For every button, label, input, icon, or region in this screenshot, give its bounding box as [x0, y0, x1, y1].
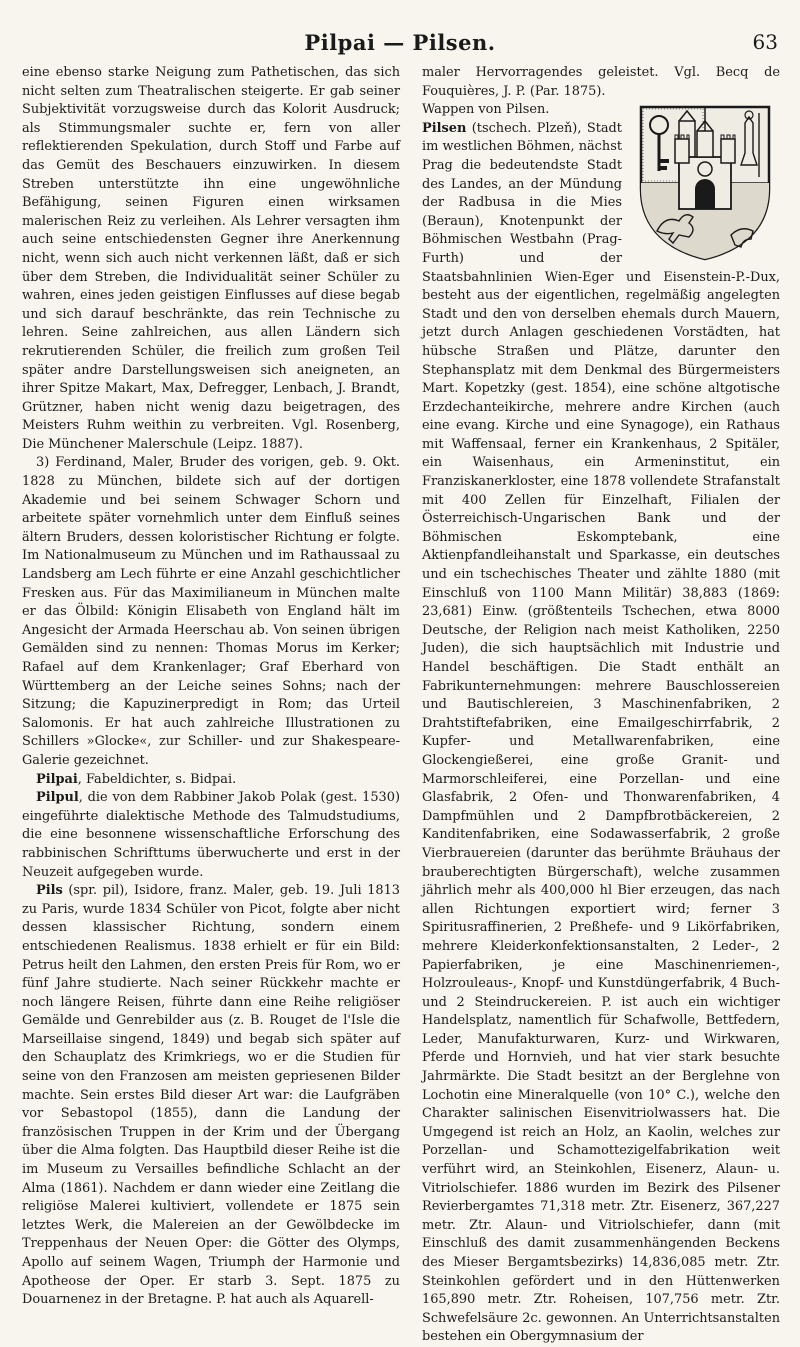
lemma-pilpai: Pilpai: [36, 771, 78, 787]
entry-pils: [22, 882, 400, 1310]
paragraph-pils-continuation: maler Hervorragendes geleistet. Vgl. Becq de Fouquières, J. P. (Par. 1875).: [422, 65, 780, 99]
paragraph-ferdinand: 3) Ferdinand, Maler, Bruder des vorigen, geb. 9. Okt. 1828 zu München, bildete sich auf der dortigen Akademie und bei seinem Schwager Schorn und arbeitete später vornehmlich unter dem Einfluß seines ältern Bruders, dessen koloristischer Richtung er folgte. Im Nationalmuseum zu München und im Rathaussaal zu Landsberg am Lech führte er eine Anzahl geschichtlicher Fresken aus. Für das Maximilianeum in München malte er das Ölbild: Königin Elisabeth von England hält im Angesicht der Armada Heerschau ab. Von seinen übrigen Gemälden sind zu nennen: Thomas Morus im Kerker; Rafael auf dem Krankenlager; Graf Eberhard von Württemberg an der Leiche seines Sohns; nach der Sitzung; die Kapuzinerpredigt in Rom; das Urteil Salomonis. Er hat auch zahlreiche Illustrationen zu Schillers »Glocke«, zur Schiller- und zur Shakespeare-Galerie gezeichnet.: [22, 455, 400, 768]
right-column: [422, 64, 780, 1347]
coat-of-arms-image: [635, 103, 775, 261]
entry-pilpul-text: , die von dem Rabbiner Jakob Polak (gest. 1530) eingeführte dialektische Methode des Talmudstudiums, die eine besonnene wissenschaftliche Erforschung des rabbinischen Schrifttums überwucherte und erst in der Neuzeit aufgegeben wurde.: [22, 790, 400, 880]
coat-of-arms-caption: Wappen von Pilsen.: [422, 102, 550, 118]
lemma-pilpul: Pilpul: [36, 790, 79, 806]
left-column: [22, 64, 400, 1310]
entry-pilpul: [22, 789, 400, 882]
lemma-pils: Pils: [36, 883, 63, 899]
page-number: 63: [752, 30, 778, 54]
entry-pilsen-text: (tschech. Plzeň), Stadt im westlichen Böhmen, nächst Prag die bedeutendste Stadt des Landes, an der Mündung der Radbusa in die Mies (Beraun), Knotenpunkt der Böhmischen Westbahn (Prag-Furth) und der Staatsbahnlinien Wien-Eger und Eisenstein-P.-Dux, besteht aus der eigentlichen, regelmäßig angelegten Stadt und den von derselben ehemals durch Mauern, jetzt durch Anlagen geschiedenen Vorstädten, hat hübsche Straßen und Plätze, darunter den Stephansplatz mit dem Denkmal des Bürgermeisters Mart. Kopetzky (gest. 1854), eine schöne altgotische Erzdechanteikirche, mehrere andre Kirchen (auch eine evang. Kirche und eine Synagoge), ein Rathaus mit Waffensaal, ferner ein Krankenhaus, 2 Spitäler, ein Waisenhaus, ein Armeninstitut, ein Franziskanerkloster, eine 1878 vollendete Strafanstalt mit 400 Zellen für Einzelhaft, Filialen der Österreichisch-Ungarischen Bank und der Böhmischen Eskomptebank, eine Aktienpfandleihanstalt und Sparkasse, ein deutsches und ein tschechisches Theater und zählte 1880 (mit Einschluß von 1100 Mann Militär) 38,883 (1869: 23,681) Einw. (größtenteils Tschechen, etwa 8000 Deutsche, der Religion nach meist Katholiken, 2250 Juden), die sich hauptsächlich mit Industrie und Handel beschäftigen. Die Stadt enthält an Fabrikunternehmungen: mehrere Bauschlossereien und Bautischlereien, 3 Maschinenfabriken, 2 Drahtstiftefabriken, eine Emailgeschirrfabrik, 2 Kupfer- und Metallwarenfabriken, eine Glockengießerei, eine große Granit- und Marmorschleiferei, eine Porzellan- und eine Glasfabrik, 2 Ofen- und Thonwarenfabriken, 4 Dampfmühlen und 2 Dampfbrotbäckereien, 2 Kanditenfabriken, eine Sodawasserfabrik, 2 große Vierbrauereien (darunter das berühmte Bräuhaus der brauberechtigten Bürgerschaft), welche zusammen jährlich mehr als 400,000 hl Bier erzeugen, das nach allen Richtungen exportiert wird; ferner 3 Spiritusraffinerien, 2 Preßhefe- und 9 Likörfabriken, mehrere Kleiderkonfektionsanstalten, 2 Leder-, 2 Papierfabriken, je eine Maschinenriemen-, Holzrouleaus-, Knopf- und Kunstdüngerfabrik, 4 Buch- und 2 Steindruckereien. P. ist auch ein wichtiger Handelsplatz, namentlich für Schafwolle, Bettfedern, Leder, Manufakturwaren, Kurz- und Wirkwaren, Pferde und Hornvieh, und hat vier stark besuchte Jahrmärkte. Die Stadt besitzt an der Berglehne von Lochotin eine Mineralquelle (von 10° C.), welche den Charakter salinischen Eisenvitriolwassers hat. Die Umgegend ist reich an Holz, an Kaolin, welches zur Porzellan- und Schamottezigelfabrikation weit verführt wird, an Steinkohlen, Eisenerz, Alaun- u. Vitriolschiefer. 1886 wurden im Bezirk des Pilsener Revierbergamtes 71,318 metr. Ztr. Eisenerz, 367,227 metr. Ztr. Alaun- und Vitriolschiefer, dann (mit Einschluß des damit zusammenhängenden Beckens des Mieser Bergamtsbezirks) 14,836,085 metr. Ztr. Steinkohlen gefördert und in den Hüttenwerken 165,890 metr. Ztr. Roheisen, 107,756 metr. Ztr. Schwefelsäure 2c. gewonnen. An Unterrichtsanstalten bestehen ein Obergymnasium der: [422, 120, 780, 1345]
coat-of-arms-figure: [630, 103, 780, 261]
paragraph-makart-continuation: eine ebenso starke Neigung zum Pathetischen, das sich nicht selten zum Theatralischen steigerte. Er gab seiner Subjektivität vorzugsweise durch das Kolorit Ausdruck; als Stimmungsmaler suchte er, fern von aller reflektierenden Spekulation, durch Stoff und Farbe auf das Gemüt des Beschauers einzuwirken. In diesem Streben unterstützte ihn eine ungewöhnliche Befähigung, seinen Figuren einen wirksamen malerischen Reiz zu verleihen. Als Lehrer versagten ihm auch seine entschiedensten Gegner ihre Anerkennung nicht, wenn sich auch nicht verkennen läßt, daß er sich über dem Streben, die Individualität seiner Schüler zu wahren, eines jeden geistigen Einflusses auf diese begab und sich darauf beschränkte, das rein Technische zu lehren. Seine zahlreichen, aus allen Ländern sich rekrutierenden Schüler, die freilich zum großen Teil später andre Darstellungsweisen sich aneigneten, an ihrer Spitze Makart, Max, Defregger, Lenbach, J. Brandt, Grützner, haben nicht wenig dazu beigetragen, des Meisters Ruhm weithin zu verbreiten. Vgl. Rosenberg, Die Münchener Malerschule (Leipz. 1887).: [22, 65, 400, 452]
lemma-pilsen: Pilsen: [422, 120, 467, 136]
entry-pils-text: (spr. pil), Isidore, franz. Maler, geb. 19. Juli 1813 zu Paris, wurde 1834 Schüler von Picot, folgte aber nicht dessen klassischer Richtung, sondern einem entschiedenen Realismus. 1838 erhielt er für ein Bild: Petrus heilt den Lahmen, den ersten Preis für Rom, wo er fünf Jahre studierte. Nach seiner Rückkehr machte er noch längere Reisen, führte dann eine Reihe religiöser Gemälde und Genrebilder aus (z. B. Rouget de l'Isle die Marseillaise singend, 1849) und begab sich später auf den Schauplatz des Krimkriegs, wo er die Studien für seine von den Franzosen am meisten gepriesenen Bilder machte. Sein erstes Bild dieser Art war: die Laufgräben vor Sebastopol (1855), dann die Landung der französischen Truppen in der Krim und der Übergang über die Alma folgten. Das Hauptbild dieser Reihe ist die im Museum zu Versailles befindliche Schlacht an der Alma (1861). Nachdem er dann wieder eine Zeitlang die religiöse Malerei kultiviert, vollendete er 1875 sein letztes Werk, die Malereien an der Gewölbdecke im Treppenhaus der Neuen Oper: die Götter des Olymps, Apollo auf seinem Wagen, Triumph der Harmonie und Apotheose der Oper. Er starb 3. Sept. 1875 zu Douarnenez in der Bretagne. P. hat auch als Aquarell-: [22, 883, 400, 1308]
entry-pilpai: [22, 771, 400, 790]
page-title: Pilpai — Pilsen.: [304, 30, 496, 55]
entry-pilpai-text: , Fabeldichter, s. Bidpai.: [77, 771, 237, 787]
page-header: [22, 30, 778, 56]
